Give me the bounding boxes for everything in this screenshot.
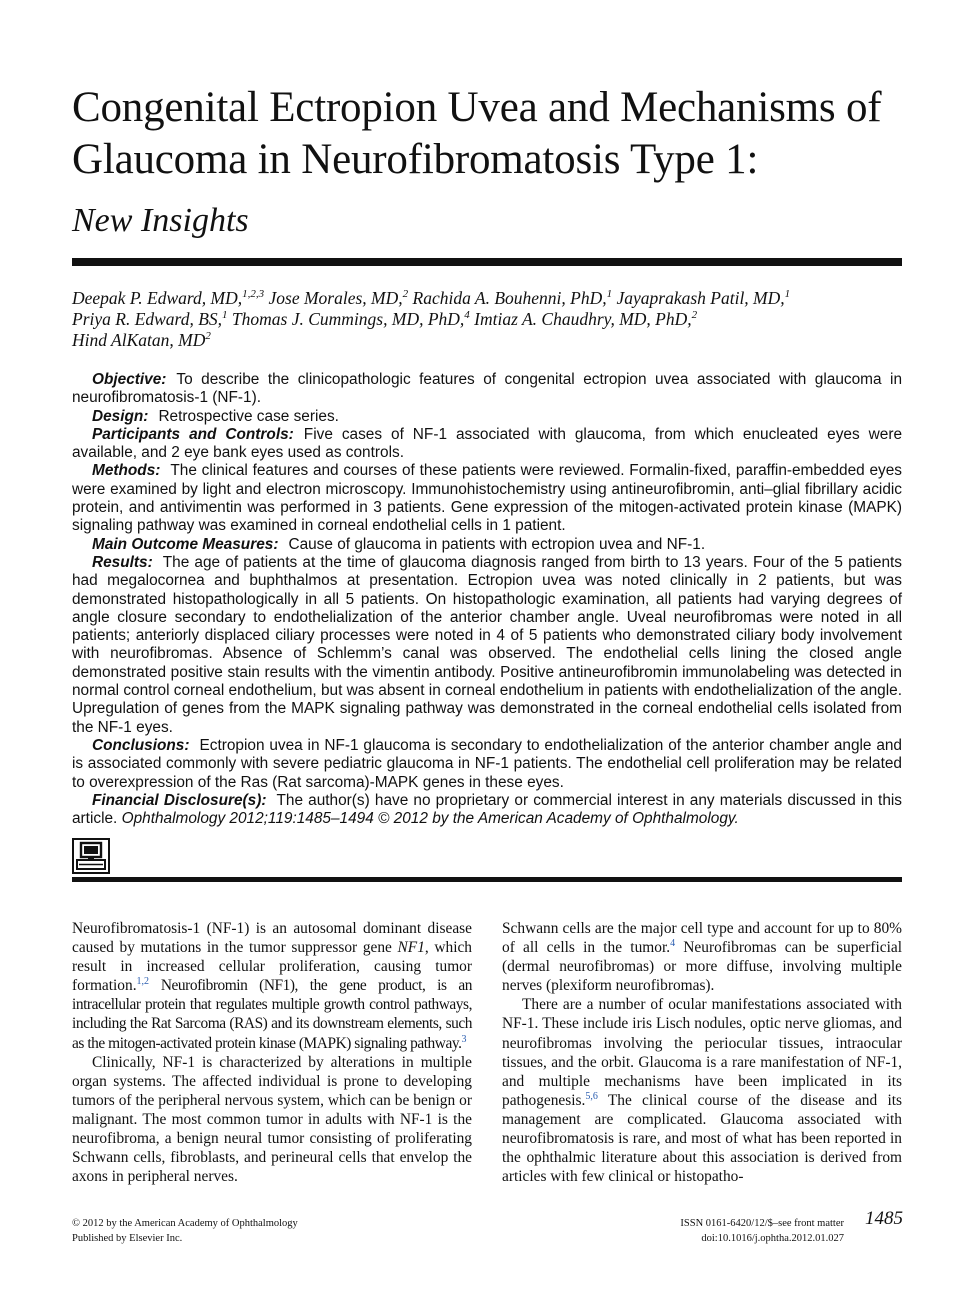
author-affiliation: 1 xyxy=(222,309,228,322)
section-text: Retrospective case series. xyxy=(158,407,339,425)
body-column-left xyxy=(72,919,472,1186)
footer-left xyxy=(72,1216,298,1246)
author-affiliation: 1 xyxy=(784,288,791,301)
abstract-outcome xyxy=(72,536,902,554)
reference-link[interactable]: 4 xyxy=(670,937,676,949)
abstract-methods xyxy=(72,462,902,535)
body-paragraph xyxy=(502,919,902,995)
section-label: Objective: xyxy=(92,371,167,388)
section-text: The author(s) have no proprietary or commercial interest in any materials discussed in this article. xyxy=(72,791,902,828)
abstract xyxy=(72,371,902,828)
body-text: Neurofibromatosis-1 (NF-1) is an autosomal dominant disease caused by mutations in the tumor suppressor gene xyxy=(72,920,472,957)
author-affiliation: 2 xyxy=(402,288,409,301)
abstract-disclosure xyxy=(72,792,902,829)
article-title: Congenital Ectropion Uvea and Mechanisms of Glaucoma in Neurofibromatosis Type 1: xyxy=(72,84,882,183)
body-paragraph: Clinically, NF-1 is characterized by alterations in multiple organ systems. The affected individual is prone to developing tumors of the peripheral nervous system, which can be benign or malignant. The most common tumor in adults with NF-1 is the neurofibroma, a benign neural tumor consisting of proliferating Schwann cells, fibroblasts, and perineural cells that envelop the axons in peripheral nerves. xyxy=(72,1053,472,1186)
computer-icon xyxy=(72,838,110,874)
issn: ISSN 0161-6420/12/$–see front matter xyxy=(680,1218,844,1229)
body-text: There are a number of ocular manifestations associated with NF-1. These include iris Lisch nodules, optic nerve gliomas, and neurofibromas involving the periocular tissues, intraocular tissues, and the orbit. Glaucoma is a rare manifestation of NF-1, and multiple mechanisms have been implicated in its pathogenesis. xyxy=(502,996,902,1109)
abstract-objective xyxy=(72,371,902,408)
section-text: Ectropion uvea in NF-1 glaucoma is secondary to endothelialization of the anterior chamber angle and is associated commonly with severe pediatric glaucoma in NF-1 patients. The endothelial cell proliferation may be related to overexpression of the Ras (Rat sarcoma)-MAPK genes in these eyes. xyxy=(72,736,902,791)
abstract-design xyxy=(72,408,902,426)
abstract-divider xyxy=(72,877,902,882)
author-affiliation: 1 xyxy=(606,288,613,301)
body-text: , which result in increased cellular proliferation, causing tumor formation. xyxy=(72,939,473,995)
body-column-right xyxy=(502,919,902,1186)
page-number: 1485 xyxy=(865,1208,903,1229)
article-subtitle: New Insights xyxy=(72,202,249,239)
body-text: Schwann cells are the major cell type and account for up to 80% of all cells in the tumor. xyxy=(502,920,902,957)
section-label: Results: xyxy=(92,553,153,571)
reference-link[interactable]: 3 xyxy=(461,1033,467,1045)
body-paragraph xyxy=(502,995,902,1186)
author-affiliation: 4 xyxy=(464,309,470,322)
author-name: Thomas J. Cummings, MD, PhD, xyxy=(231,309,465,329)
section-text: To describe the clinicopathologic features of congenital ectropion uvea associated with glaucoma in neurofibromatosis-1 (NF-1). xyxy=(72,371,902,407)
copyright-notice: © 2012 by the American Academy of Ophthalmology xyxy=(72,1218,298,1229)
reference-link[interactable]: 1,2 xyxy=(136,976,150,988)
body-paragraph xyxy=(72,919,472,1053)
doi-link[interactable]: doi:10.1016/j.ophtha.2012.01.027 xyxy=(701,1233,844,1244)
author-affiliation: 1,2,3 xyxy=(242,288,265,301)
author-name: Hind AlKatan, MD xyxy=(72,330,206,350)
abstract-results xyxy=(72,554,902,737)
author-name: Jose Morales, MD, xyxy=(268,288,403,308)
author-list xyxy=(72,288,902,351)
author-name: Imtiaz A. Chaudhry, MD, PhD, xyxy=(474,309,692,329)
abstract-participants xyxy=(72,426,902,463)
section-label: Conclusions: xyxy=(92,736,190,754)
section-label: Participants and Controls: xyxy=(92,425,294,443)
section-label: Financial Disclosure(s): xyxy=(92,791,267,809)
section-label: Methods: xyxy=(92,462,161,480)
author-name: Deepak P. Edward, MD, xyxy=(72,288,243,308)
author-name: Rachida A. Bouhenni, PhD, xyxy=(412,288,607,308)
author-affiliation: 2 xyxy=(691,309,698,322)
author-affiliation: 2 xyxy=(205,330,211,343)
gene-name: NF1 xyxy=(397,939,425,957)
reference-link[interactable]: 5,6 xyxy=(585,1090,598,1102)
section-text: The age of patients at the time of glaucoma diagnosis ranged from birth to 13 years. Four of the 5 patients had megalocornea and buphthalmos at presentation. Ectropion uvea was noted clinically in 2 patients, but was demonstrated histopathologically in all 5 patients. On histopathologic examination, all patients had varying degrees of angle closure secondary to endothelialization of the anterior chamber angle. Uveal neurofibromas were noted in all patients; anteriorly displaced ciliary processes were noted in 4 of 5 patients who demonstrated ciliary body involvement with neurofibromas. Absence of Schlemm’s canal was observed. The endothelial cells lining the closed angle demonstrated positive stain results with the vimentin antibody. Positive antineurofibromin immunolabeling was detected in normal control corneal endothelium, but was absent in corneal endothelium in patients with endothelialization of the angle. Upregulation of genes from the MAPK signaling pathway was demonstrated in the corneal endothelial cells isolated from the NF-1 eyes. xyxy=(72,553,902,736)
body-text: The clinical course of the disease and its management are complicated. Glaucoma associated with neurofibromatosis is rare, and most of what has been reported in the ophthalmic literature about this association is derived from articles with few clinical or histopatho- xyxy=(502,1091,902,1186)
body-text: Neurofibromas can be superficial (dermal neurofibromas) or more diffuse, involving multiple nerves (plexiform neurofibromas). xyxy=(502,939,902,995)
abstract-conclusions xyxy=(72,737,902,792)
section-text: Cause of glaucoma in patients with ectropion uvea and NF-1. xyxy=(288,535,706,553)
author-name: Priya R. Edward, BS, xyxy=(72,309,223,329)
publisher-notice: Published by Elsevier Inc. xyxy=(72,1233,183,1244)
author-name: Jayaprakash Patil, MD, xyxy=(616,288,785,308)
journal-citation: Ophthalmology 2012;119:1485–1494 © 2012 by the American Academy of Ophthalmology. xyxy=(121,810,739,828)
section-label: Main Outcome Measures: xyxy=(92,535,279,553)
section-text: The clinical features and courses of these patients were reviewed. Formalin-fixed, paraffin-embedded eyes were examined by light and electron microscopy. Immunohistochemistry using antineurofibromin, anti–glial fibrillary acidic protein, and antivimentin was performed in 3 patients. Gene expression of the mitogen-activated protein kinase (MAPK) signaling pathway was examined in corneal endothelial cells in 1 patient. xyxy=(72,462,902,535)
body-text: Neurofibromin (NF1), the gene product, is an intracellular protein that regulates multiple growth control pathways, including the Rat Sarcoma (RAS) and its downstream elements, such as the mitogen-activated protein kinase (MAPK) signaling pathway. xyxy=(72,977,472,1052)
footer-right xyxy=(680,1216,844,1246)
section-text: Five cases of NF-1 associated with glaucoma, from which enucleated eyes were available, and 2 eye bank eyes used as controls. xyxy=(72,425,903,462)
section-label: Design: xyxy=(92,407,149,425)
title-divider xyxy=(72,258,902,266)
